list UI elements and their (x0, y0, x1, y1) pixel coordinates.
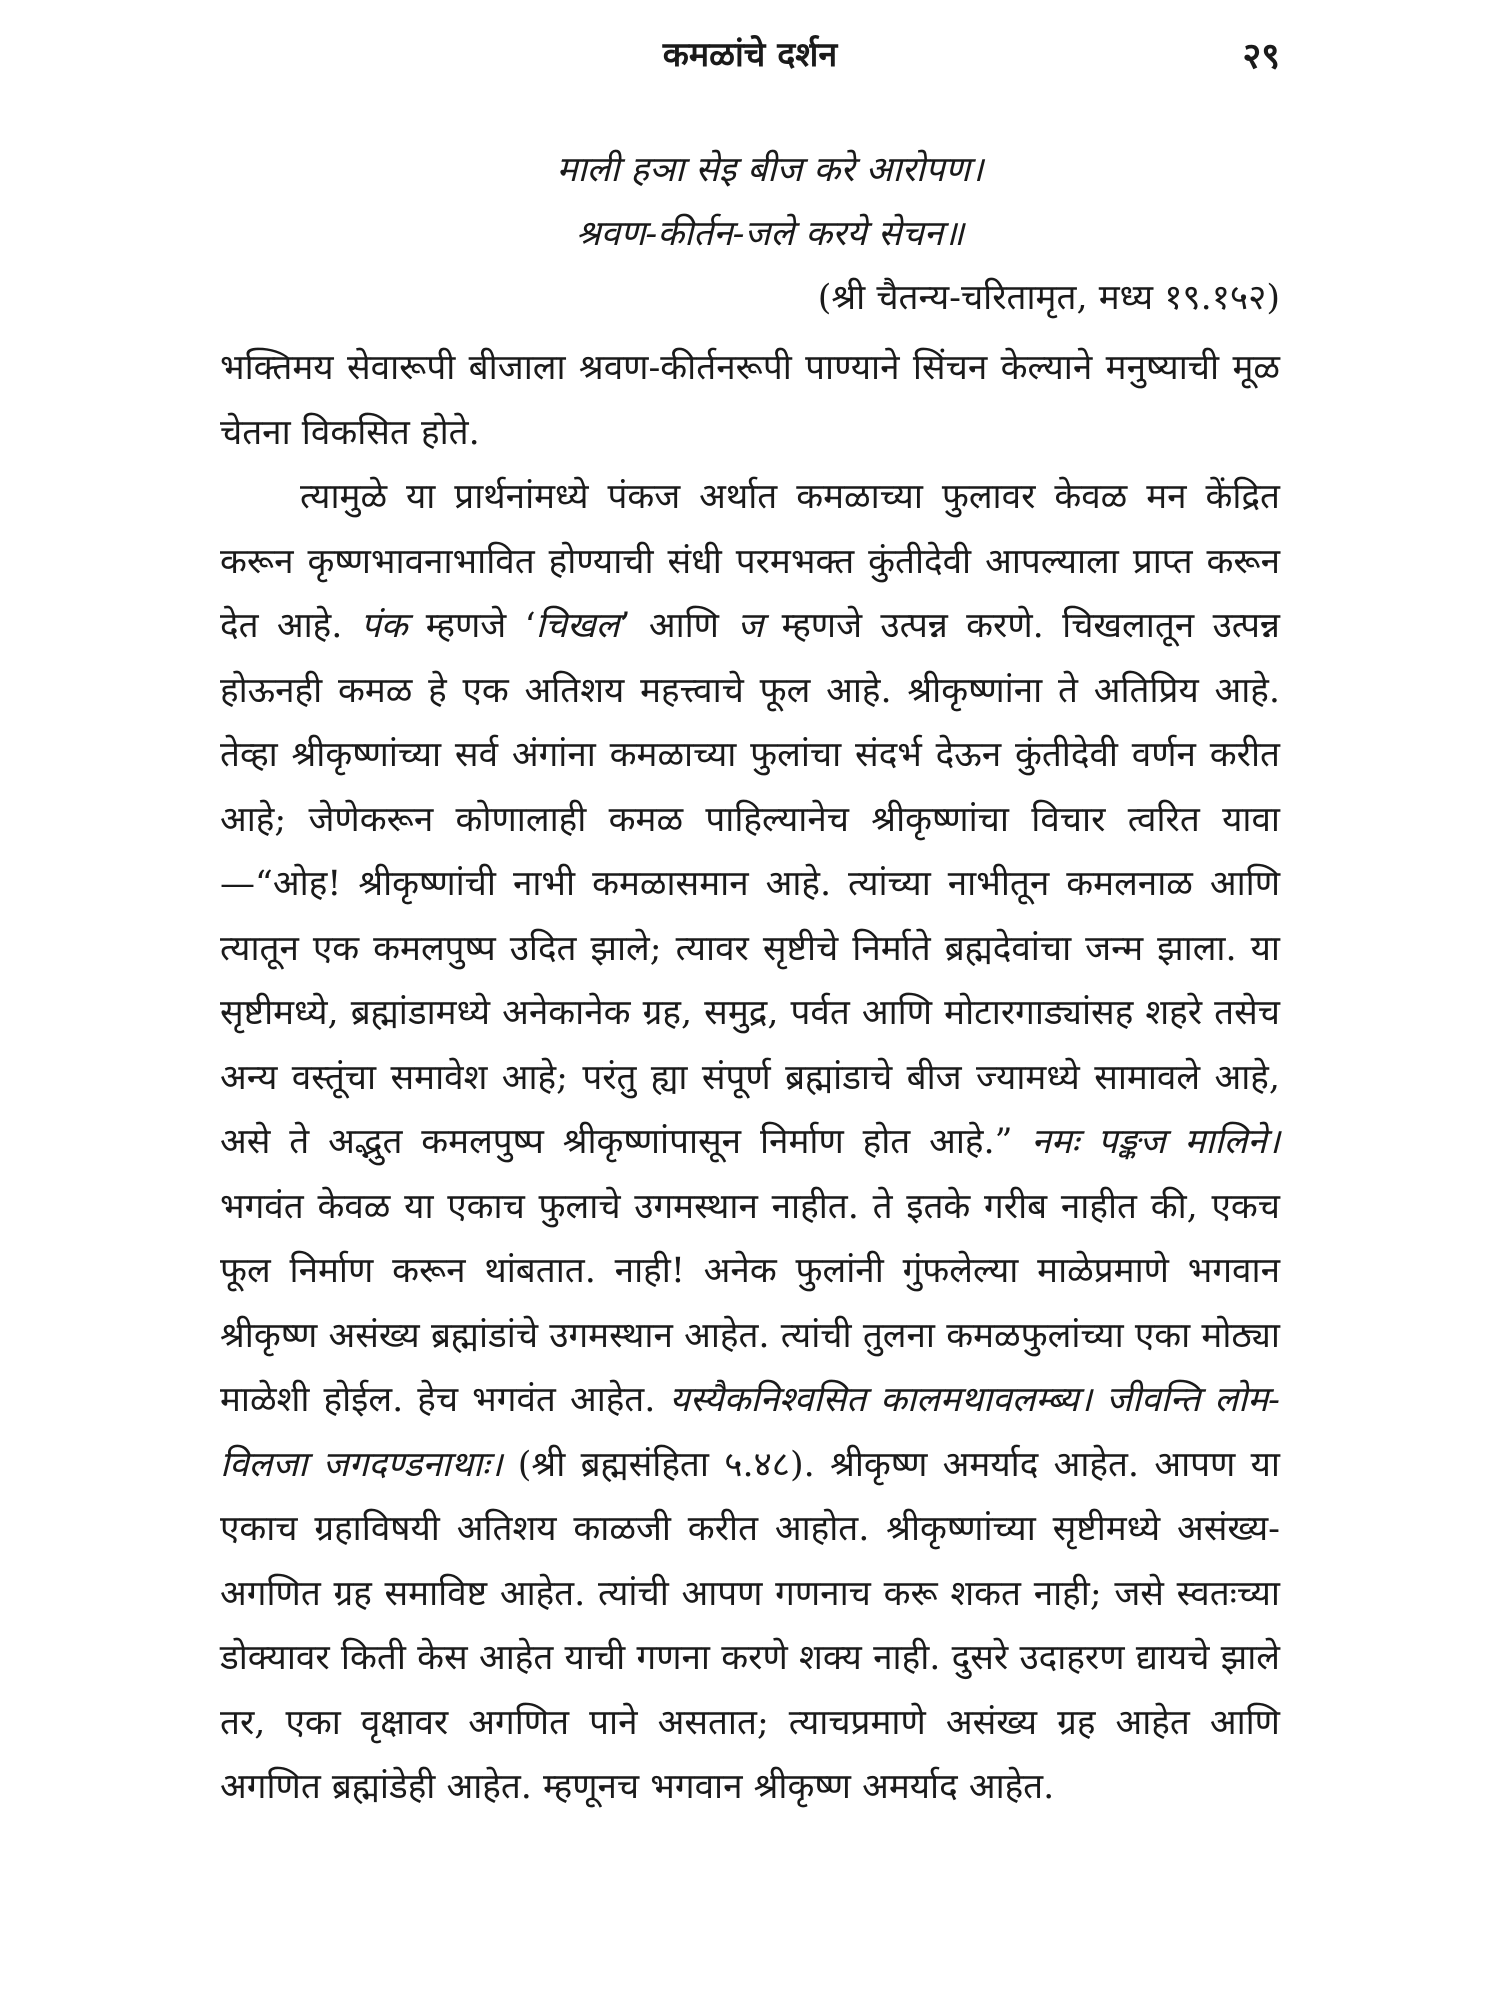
paragraph-2-text-1: त्यामुळे या प्रार्थनांमध्ये पंकज अर्थात कमळाच्या फुलावर केवळ मन केंद्रित करून कृष्णभावनाभावित होण्याची संधी परमभक्त कुंतीदेवी आपल्याला प्राप्त करून देत आहे. (220, 477, 1280, 646)
term-ja: ज (737, 606, 764, 646)
verse-block (220, 138, 1280, 330)
verse-reference: (श्री चैतन्य-चरितामृत, मध्य १९.१५२) (817, 278, 1280, 318)
quote-namah-pankaja: नमः पङ्कज मालिने। (1031, 1122, 1280, 1162)
paragraph-1: भक्तिमय सेवारूपी बीजाला श्रवण-कीर्तनरूपी पाण्याने सिंचन केल्याने मनुष्याची मूळ चेतना विकसित होते. (220, 348, 1280, 453)
paragraph-2-text-2: म्हणजे ‘ (407, 606, 536, 646)
verse-line-2: श्रवण-कीर्तन-जले करये सेचन॥ (575, 214, 965, 254)
quote-brahma-samhita: यस्यैकनिश्वसित कालमथावलम्ब्य। जीवन्ति लोम-विलजा जगदण्डनाथाः। (220, 1380, 1280, 1485)
term-chikhal: चिखल (535, 606, 620, 646)
term-pank: पंक (360, 606, 408, 646)
paragraph-2-text-6: (श्री ब्रह्मसंहिता ५.४८). श्रीकृष्ण अमर्याद आहेत. आपण या एकाच ग्रहाविषयी अतिशय काळजी करीत आहोत. श्रीकृष्णांच्या सृष्टीमध्ये असंख्य-अगणित ग्रह समाविष्ट आहेत. त्यांची आपण गणनाच करू शकत नाही; जसे स्वतःच्या डोक्यावर किती केस आहेत याची गणना करणे शक्य नाही. दुसरे उदाहरण द्यायचे झाले तर, एका वृक्षावर अगणित पाने असतात; त्याचप्रमाणे असंख्य ग्रह आहेत आणि अगणित ब्रह्मांडेही आहेत. म्हणूनच भगवान श्रीकृष्ण अमर्याद आहेत. (220, 1444, 1280, 1807)
running-header (220, 30, 1280, 80)
paragraph-2-text-5: भगवंत केवळ या एकाच फुलाचे उगमस्थान नाहीत. ते इतके गरीब नाहीत की, एकच फूल निर्माण करून थांबतात. नाही! अनेक फुलांनी गुंफलेल्या माळेप्रमाणे भगवान श्रीकृष्ण असंख्य ब्रह्मांडांचे उगमस्थान आहेत. त्यांची तुलना कमळफुलांच्या एका मोठ्या माळेशी होईल. हेच भगवंत आहेत. (220, 1186, 1280, 1420)
chapter-title: कमळांचे दर्शन (662, 35, 838, 75)
verse-line-1: माली हञा सेइ बीज करे आरोपण। (556, 150, 984, 190)
paragraph-2-text-3: ’ आणि (619, 606, 738, 646)
page-number: २९ (1242, 36, 1280, 77)
paragraph-2-text-4: म्हणजे उत्पन्न करणे. चिखलातून उत्पन्न होऊनही कमळ हे एक अतिशय महत्त्वाचे फूल आहे. श्रीकृष्णांना ते अतिप्रिय आहे. तेव्हा श्रीकृष्णांच्या सर्व अंगांना कमळाच्या फुलांचा संदर्भ देऊन कुंतीदेवी वर्णन करीत आहे; जेणेकरून कोणालाही कमळ पाहिल्यानेच श्रीकृष्णांचा विचार त्वरित यावा—“ओह! श्रीकृष्णांची नाभी कमळासमान आहे. त्यांच्या नाभीतून कमलनाळ आणि त्यातून एक कमलपुष्प उदित झाले; त्यावर सृष्टीचे निर्माते ब्रह्मदेवांचा जन्म झाला. या सृष्टीमध्ये, ब्रह्मांडामध्ये अनेकानेक ग्रह, समुद्र, पर्वत आणि मोटारगाड्यांसह शहरे तसेच अन्य वस्तूंचा समावेश आहे; परंतु ह्या संपूर्ण ब्रह्मांडाचे बीज ज्यामध्ये सामावले आहे, असे ते अद्भुत कमलपुष्प श्रीकृष्णांपासून निर्माण होत आहे.” (220, 606, 1280, 1162)
body-text (220, 336, 1280, 1820)
paragraph-2 (220, 465, 1280, 1820)
